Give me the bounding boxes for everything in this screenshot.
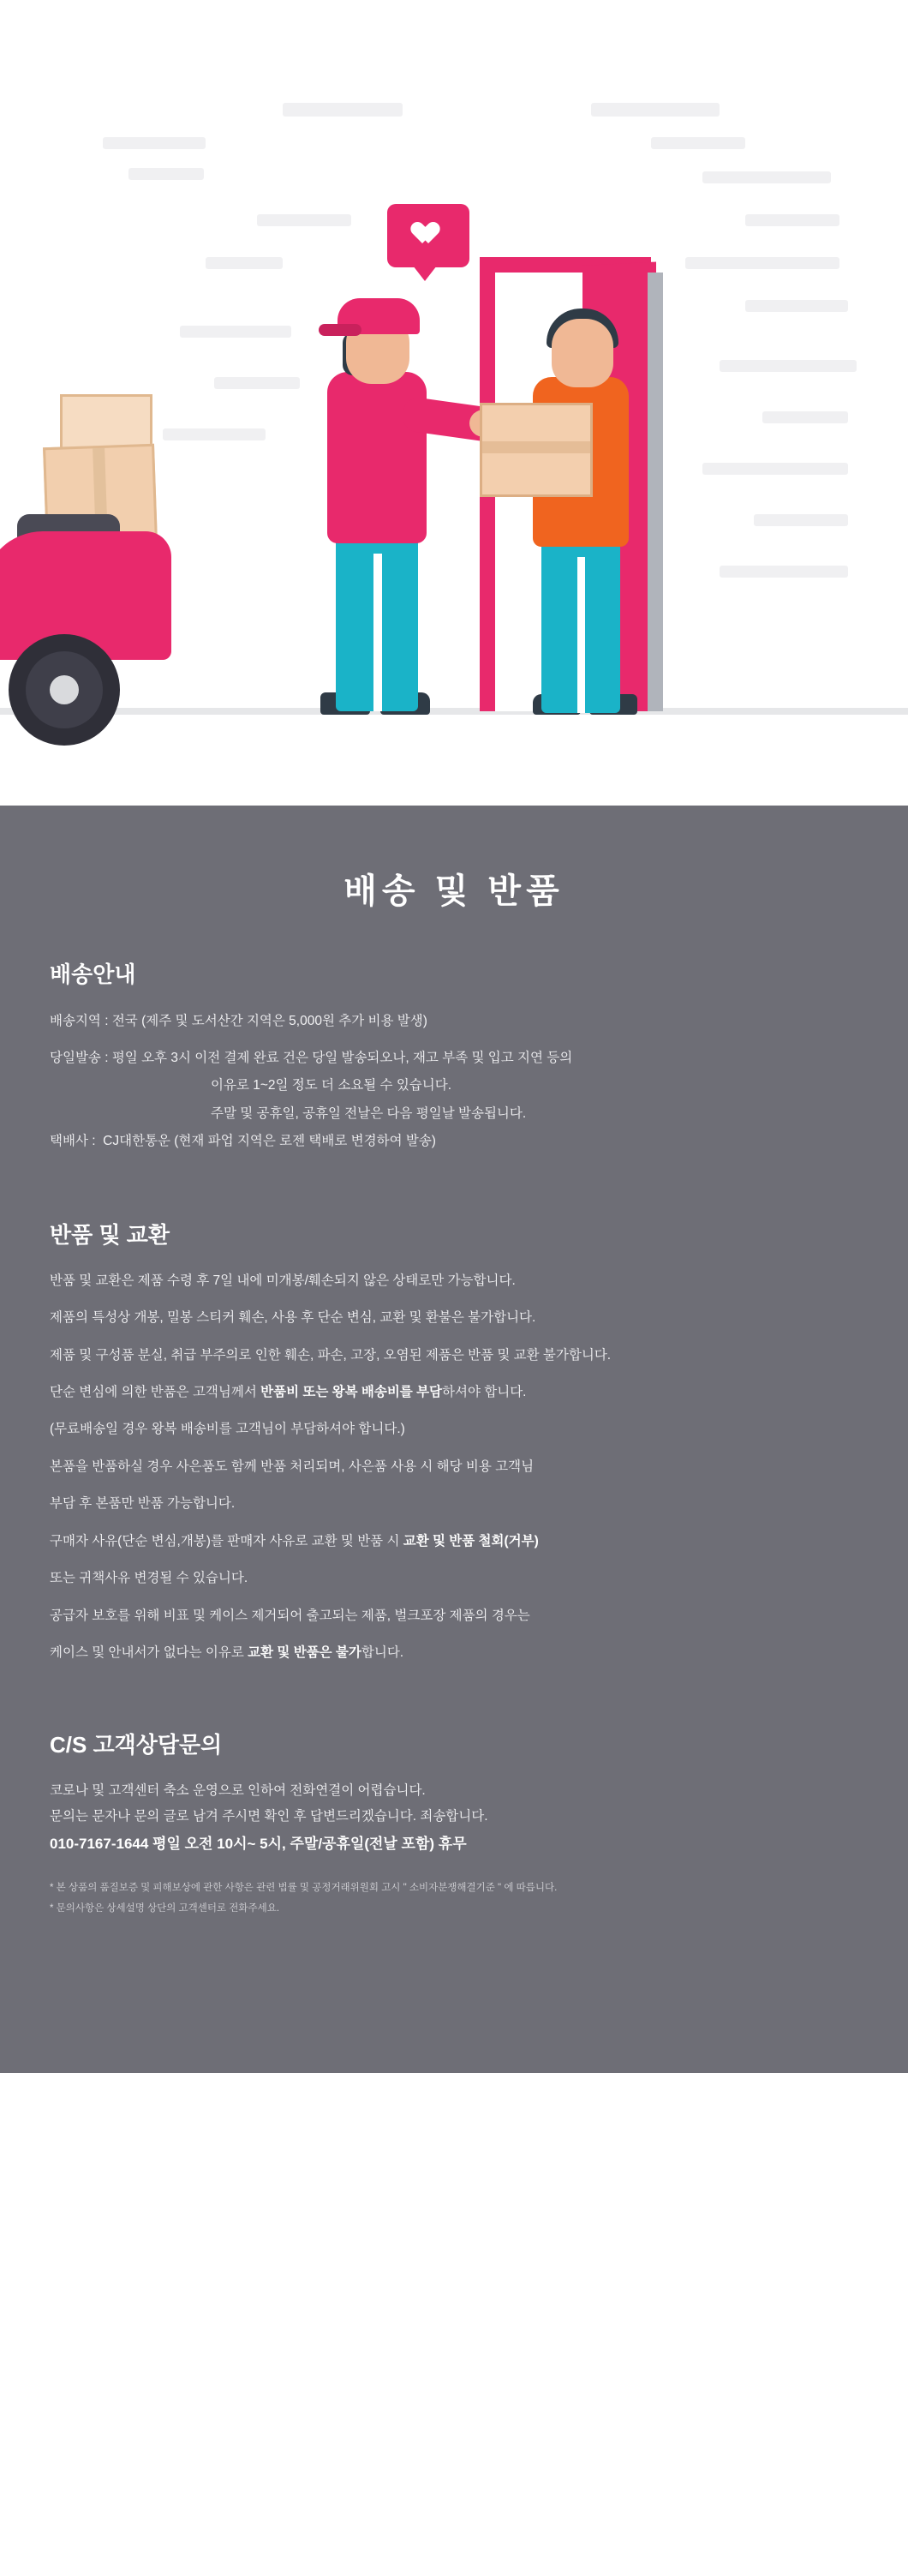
shipping-row-value: 전국 (제주 및 도서산간 지역은 5,000원 추가 비용 발생) xyxy=(111,1014,427,1028)
returns-line xyxy=(50,1343,858,1368)
returns-line-text: 공급자 보호를 위해 비표 및 케이스 제거되어 출고되는 제품, 벌크포장 제품의 경우는 xyxy=(50,1608,530,1623)
shipping-row-label: 택배사 : xyxy=(50,1134,99,1149)
returns-section xyxy=(50,1218,858,1666)
returns-line-text-tail: 합니다. xyxy=(493,1310,536,1326)
returns-line xyxy=(50,1491,858,1516)
heart-speech-bubble xyxy=(387,204,469,267)
scooter-wheel xyxy=(9,634,120,746)
returns-line-text: 반품 및 교환은 제품 수령 후 7일 내에 미개봉/훼손되지 않은 상태로만 가능 xyxy=(50,1273,474,1288)
customer-head xyxy=(552,319,613,387)
customer-legs xyxy=(541,531,620,713)
returns-line-text: 본품을 반품하실 경우 사은품도 함께 반품 처리되며, 사은품 사용 시 해당 비용 고객님 xyxy=(50,1459,535,1474)
door-edge xyxy=(648,273,663,711)
courier-cap-brim xyxy=(319,324,361,336)
floor-line xyxy=(0,708,908,715)
returns-line xyxy=(50,1454,858,1479)
returns-line-emphasis: 반품비 또는 왕복 배송비를 부담 xyxy=(260,1385,443,1400)
returns-line-text: 부담 후 본품만 반품 가능합니다. xyxy=(50,1496,236,1512)
returns-line xyxy=(50,1417,858,1441)
returns-line xyxy=(50,1268,858,1293)
returns-line xyxy=(50,1380,858,1405)
returns-line-text: 단순 변심에 의한 반품은 고객님께서 xyxy=(50,1385,261,1400)
shipping-row-sameday xyxy=(50,1045,858,1073)
courier-torso xyxy=(327,372,427,543)
shipping-row-value: 평일 오후 3시 이전 결제 완료 건은 당일 발송되오나, 재고 부족 및 입고 지연 등의 xyxy=(111,1050,573,1065)
cs-section xyxy=(50,1728,858,1919)
page-title: 배송 및 반품 xyxy=(343,872,565,910)
returns-lines xyxy=(50,1268,858,1666)
shipping-row-region xyxy=(50,1008,858,1036)
returns-line-text: 제품의 특성상 개봉, 밀봉 스티커 훼손, 사용 후 단순 변심, 교환 및 환불은 불가 xyxy=(50,1310,494,1326)
returns-line xyxy=(50,1305,858,1330)
returns-line xyxy=(50,1566,858,1591)
courier-legs xyxy=(336,523,418,711)
cs-phone-number[interactable]: 010-7167-1644 평일 오전 10시~ 5시, 주말/공휴일(전날 포함) 휴무 xyxy=(50,1835,467,1852)
hero-illustration xyxy=(0,0,908,806)
returns-line-text-tail: 합니다. xyxy=(361,1645,404,1661)
shipping-row-value: CJ대한통운 (현재 파업 지역은 로젠 택배로 변경하여 발송) xyxy=(99,1134,436,1149)
returns-line xyxy=(50,1640,858,1665)
returns-line-text: 제품 및 구성품 분실, 취급 부주의로 인한 훼손, 파손, 고장, 오염된 제품은 반품 및 교환 불가 xyxy=(50,1347,569,1363)
returns-line-text: 케이스 및 안내서가 없다는 이유로 xyxy=(50,1645,248,1661)
shipping-row-weekend: 주말 및 공휴일, 공휴일 전날은 다음 평일날 발송됩니다. xyxy=(211,1105,527,1121)
heart-icon xyxy=(416,223,440,247)
shipping-row-sameday-cont: 이유로 1~2일 정도 더 소요될 수 있습니다. xyxy=(211,1078,452,1093)
returns-line-text: 구매자 사유(단순 변심,개봉)를 판매자 사유로 교환 및 반품 시 xyxy=(50,1533,403,1549)
returns-line xyxy=(50,1529,858,1554)
returns-line-text-tail: 합니다. xyxy=(473,1273,516,1288)
shipping-row-label: 배송지역 : xyxy=(50,1014,112,1028)
returns-line-text: (무료배송일 경우 왕복 배송비를 고객님이 부담하셔야 합니다.) xyxy=(50,1422,405,1437)
info-panel xyxy=(0,806,908,2073)
cs-line-1: 코로나 및 고객센터 축소 운영으로 인하여 전화연결이 어렵습니다. xyxy=(50,1782,426,1798)
returns-line-emphasis: 교환 및 반품은 불가 xyxy=(248,1645,361,1661)
returns-heading: 반품 및 교환 xyxy=(50,1221,170,1248)
returns-line xyxy=(50,1603,858,1628)
returns-line-emphasis: 교환 및 반품 철회(거부) xyxy=(403,1533,539,1549)
shipping-row-carrier xyxy=(50,1128,858,1156)
shipping-section xyxy=(50,957,858,1156)
parcel-box-icon xyxy=(480,403,593,497)
cs-line-2: 문의는 문자나 문의 글로 남겨 주시면 확인 후 답변드리겠습니다. 죄송합니다. xyxy=(50,1808,488,1824)
returns-line-text-tail: 하셔야 합니다. xyxy=(442,1385,527,1400)
cs-note-2: * 문의사항은 상세설명 상단의 고객센터로 전화주세요. xyxy=(50,1902,280,1914)
returns-line-text-tail: 합니다. xyxy=(568,1347,612,1363)
shipping-row-label: 당일발송 : xyxy=(50,1050,112,1065)
returns-line-text: 또는 귀책사유 변경될 수 있습니다. xyxy=(50,1571,248,1586)
cs-heading: C/S 고객상담문의 xyxy=(50,1731,223,1758)
cs-note-1: * 본 상품의 품질보증 및 피해보상에 관한 사항은 관련 법률 및 공정거래위원회 고시 " 소비자분쟁해결기준 " 에 따릅니다. xyxy=(50,1882,558,1893)
shipping-heading: 배송안내 xyxy=(50,962,136,987)
